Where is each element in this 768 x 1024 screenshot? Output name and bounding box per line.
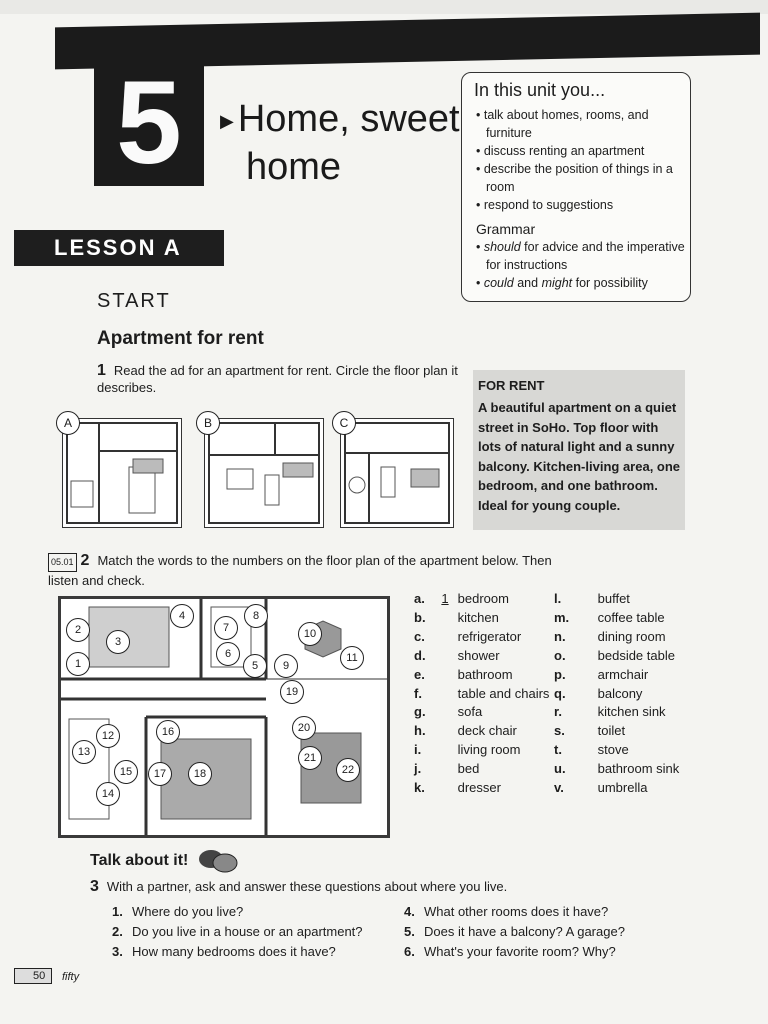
plan-marker-2: 2 (66, 618, 90, 642)
word-item: n. dining room (554, 628, 666, 644)
word-item: r. kitchen sink (554, 704, 666, 720)
start-heading: START (97, 290, 171, 312)
plan-marker-21: 21 (298, 746, 322, 770)
word-item: i. living room (414, 742, 521, 758)
unit-title-line1: Home, sweet (237, 98, 460, 140)
word-item: l. buffet (554, 591, 630, 606)
word-item: t. stove (554, 742, 629, 758)
ad-title: FOR RENT (478, 378, 545, 393)
question-item: 6. What's your favorite room? Why? (404, 944, 616, 959)
lesson-label: LESSON A (54, 235, 182, 260)
plan-marker-3: 3 (106, 630, 130, 654)
plan-marker-22: 22 (336, 758, 360, 782)
plan-marker-13: 13 (72, 740, 96, 764)
talk-about-it-heading: Talk about it! (90, 847, 239, 875)
activity-1-instructions: 1 Read the ad for an apartment for rent. Circle the floor plan it describes. (97, 362, 458, 395)
word-item: d. shower (414, 647, 500, 663)
questions-right (404, 902, 625, 962)
plan-marker-4: 4 (170, 604, 194, 628)
floor-plan-c-drawing (341, 419, 453, 527)
play-arrow-icon: ▶ (220, 110, 234, 131)
activity-3-instructions: 3 With a partner, ask and answer these questions about where you live. (90, 878, 508, 895)
word-item: j. bed (414, 761, 480, 777)
word-item: e. bathroom (414, 666, 513, 682)
questions-left (112, 902, 363, 962)
ad-body: A beautiful apartment on a quiet street in SoHo. Top floor with lots of natural light and a sunny balcony. Kitchen-living area, one bedroom, and one bathroom. Ideal for young couple. (478, 400, 681, 513)
plan-marker-7: 7 (214, 616, 238, 640)
plan-marker-8: 8 (244, 604, 268, 628)
unit-title (220, 96, 460, 190)
word-item: o. bedside table (554, 647, 675, 663)
word-item: c. refrigerator (414, 628, 522, 644)
plan-marker-6: 6 (216, 642, 240, 666)
word-item: b. kitchen (414, 609, 499, 625)
plan-label-b[interactable]: B (196, 411, 220, 435)
top-margin (0, 0, 768, 14)
word-list-left (414, 590, 549, 798)
unit-goal: • respond to suggestions (476, 198, 614, 212)
unit-title-line2: home (246, 145, 342, 188)
floor-plan-a[interactable] (62, 418, 182, 528)
plan-marker-18: 18 (188, 762, 212, 786)
plan-marker-15: 15 (114, 760, 138, 784)
activity-2-instructions: 05.01 2 Match the words to the numbers on the floor plan of the apartment below. Then listen and check. (48, 552, 552, 588)
question-item: 2. Do you live in a house or an apartment? (112, 924, 363, 939)
floor-plan-b-drawing (205, 419, 323, 527)
plan-marker-19: 19 (280, 680, 304, 704)
plan-marker-1: 1 (66, 652, 90, 676)
word-item: f. table and chairs (414, 685, 550, 701)
floor-plan-a-drawing (63, 419, 181, 527)
question-item: 1. Where do you live? (112, 904, 244, 919)
word-item: p. armchair (554, 666, 649, 682)
plan-marker-5: 5 (243, 654, 267, 678)
plan-marker-17: 17 (148, 762, 172, 786)
plan-marker-11: 11 (340, 646, 364, 670)
word-item: u. bathroom sink (554, 761, 680, 777)
unit-goal: • discuss renting an apartment (476, 144, 645, 158)
word-item: g. sofa (414, 704, 483, 720)
word-item: h. deck chair (414, 723, 517, 739)
grammar-heading: Grammar (476, 221, 536, 237)
page-number: 50 (14, 968, 52, 984)
word-item: m. coffee table (554, 609, 665, 625)
question-item: 5. Does it have a balcony? A garage? (404, 924, 625, 939)
plan-marker-9: 9 (274, 654, 298, 678)
question-item: 3. How many bedrooms does it have? (112, 944, 336, 959)
plan-marker-14: 14 (96, 782, 120, 806)
grammar-item: • should for advice and the imperative for instructions (476, 240, 685, 272)
word-item: q. balcony (554, 685, 643, 701)
answer-blank[interactable]: 1 (441, 591, 449, 606)
grammar-item: • could and might for possibility (476, 276, 648, 290)
floor-plan-b[interactable] (204, 418, 324, 528)
plan-marker-12: 12 (96, 724, 120, 748)
plan-label-a[interactable]: A (56, 411, 80, 435)
unit-number: 5 (116, 57, 182, 189)
plan-marker-20: 20 (292, 716, 316, 740)
audio-track-icon[interactable]: 05.01 (48, 553, 77, 572)
word-item: s. toilet (554, 723, 626, 739)
word-item: v. umbrella (554, 780, 648, 796)
word-list-right (554, 590, 679, 798)
lesson-banner (14, 230, 224, 266)
page-word: fifty (62, 971, 80, 983)
word-item: k. dresser (414, 780, 501, 796)
speech-bubbles-icon (197, 847, 239, 875)
section-heading: Apartment for rent (97, 328, 264, 349)
question-item: 4. What other rooms does it have? (404, 904, 609, 919)
unit-goal: • talk about homes, rooms, and furniture (476, 108, 649, 140)
word-item: a. 1 bedroom (414, 590, 549, 609)
plan-label-c[interactable]: C (332, 411, 356, 435)
unit-goal: • describe the position of things in a room (476, 162, 673, 194)
in-this-unit-heading: In this unit you... (474, 80, 606, 100)
plan-marker-10: 10 (298, 622, 322, 646)
plan-marker-16: 16 (156, 720, 180, 744)
in-this-unit-list (476, 106, 686, 292)
floor-plan-c[interactable] (340, 418, 454, 528)
